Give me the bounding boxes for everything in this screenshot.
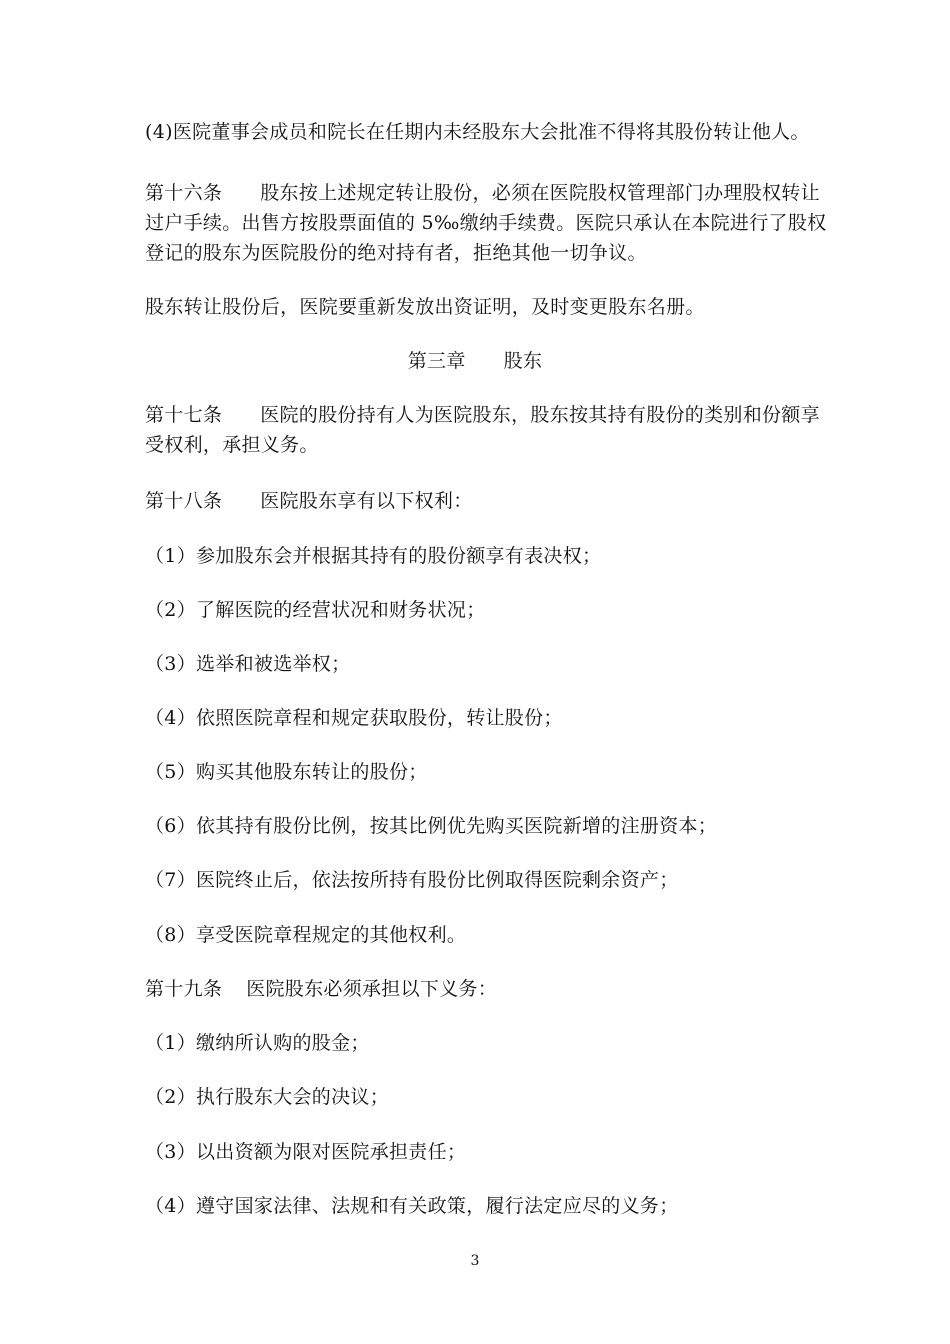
article16-text-line1: 股东按上述规定转让股份，必须在医院股权管理部门办理股权转让 [260, 182, 820, 204]
article18-item: （2）了解医院的经营状况和财务状况； [145, 599, 486, 621]
article18-item: （7）医院终止后，依法按所持有股份比例取得医院剩余资产； [145, 869, 679, 891]
article16-line1 [145, 181, 820, 205]
chapter-title: 股东 [503, 350, 543, 372]
article18-item: （5）购买其他股东转让的股份； [145, 761, 428, 783]
article17-line2: 受权利，承担义务。 [145, 434, 319, 456]
page-number: 3 [470, 1253, 480, 1269]
article18-number: 第十八条 [145, 490, 223, 512]
article16-line3: 登记的股东为医院股份的绝对持有者，拒绝其他一切争议。 [145, 242, 647, 264]
article17-text-line1: 医院的股份持有人为医院股东，股东按其持有股份的类别和份额享 [260, 404, 820, 426]
chapter-number: 第三章 [407, 350, 466, 372]
article16-line2: 过户手续。出售方按股票面值的 5‰缴纳手续费。医院只承认在本院进行了股权 [145, 212, 827, 234]
article19-item: （3）以出资额为限对医院承担责任； [145, 1141, 467, 1163]
article16-para2: 股东转让股份后，医院要重新发放出资证明，及时变更股东名册。 [145, 296, 705, 318]
article19-heading [145, 977, 497, 1001]
article17-number: 第十七条 [145, 404, 223, 426]
article18-intro: 医院股东享有以下权利： [260, 490, 473, 512]
article19-item: （4）遵守国家法律、法规和有关政策，履行法定应尽的义务； [145, 1195, 679, 1217]
article16-number: 第十六条 [145, 182, 223, 204]
article18-item: （3）选举和被选举权； [145, 653, 351, 675]
article17-line1 [145, 403, 820, 427]
article18-item: （4）依照医院章程和规定获取股份，转让股份； [145, 707, 563, 729]
article19-item: （2）执行股东大会的决议； [145, 1086, 389, 1108]
article18-item: （8）享受医院章程规定的其他权利。 [145, 924, 467, 946]
article18-heading [145, 489, 473, 513]
article19-intro: 医院股东必须承担以下义务： [246, 978, 498, 1000]
article19-item: （1）缴纳所认购的股金； [145, 1032, 370, 1054]
article18-item: （1）参加股东会并根据其持有的股份额享有表决权； [145, 545, 602, 567]
article18-item: （6）依其持有股份比例，按其比例优先购买医院新增的注册资本； [145, 815, 718, 837]
article15-item4: (4)医院董事会成员和院长在任期内未经股东大会批准不得将其股份转让他人。 [145, 121, 810, 143]
article19-number: 第十九条 [145, 978, 223, 1000]
chapter-heading [0, 349, 950, 373]
